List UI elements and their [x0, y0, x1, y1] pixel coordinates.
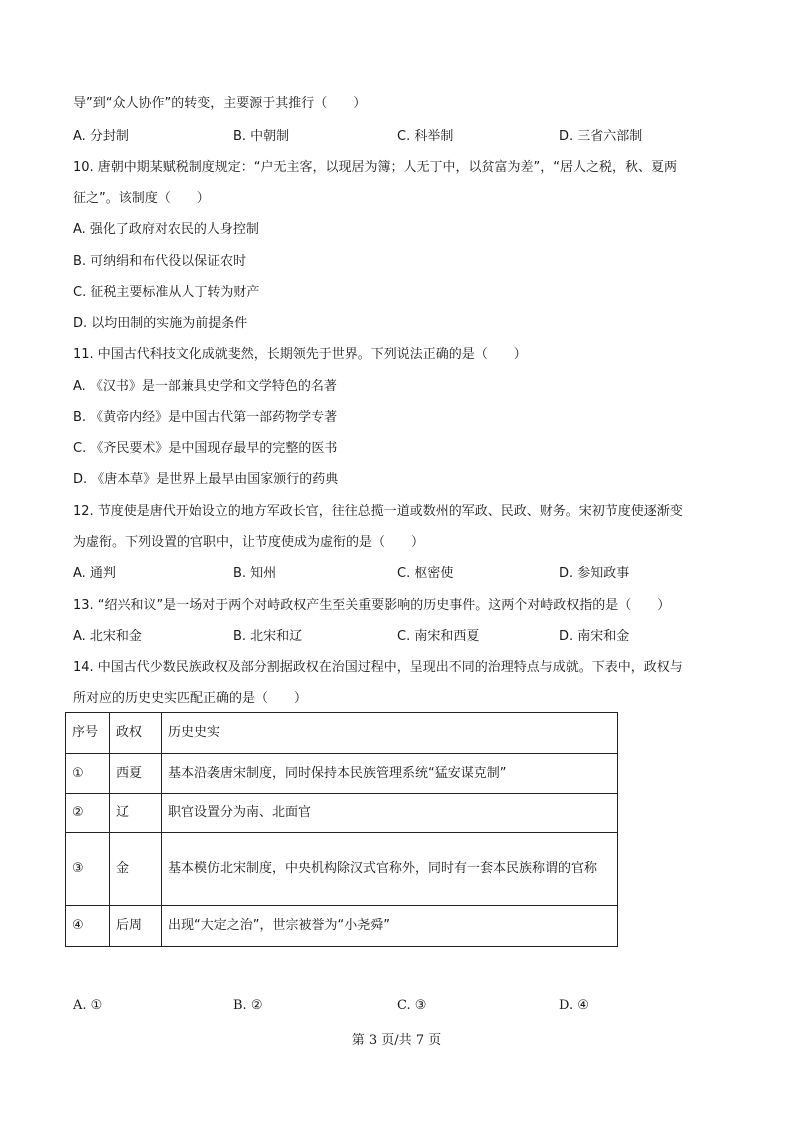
- q12-option-a: A. 通判: [73, 566, 116, 581]
- table-cell-regime: 金: [110, 833, 162, 906]
- q10-stem-line1: 10. 唐朝中期某赋税制度规定：“户无主客，以现居为簿；人无丁中，以贫富为差”，“居人之税，秋、夏两: [73, 160, 678, 175]
- table-cell-regime: 西夏: [110, 754, 162, 794]
- q11-option-b: B. 《黄帝内经》是中国古代第一部药物学专著: [73, 410, 338, 425]
- table-row: [66, 754, 618, 794]
- q13-option-c: C. 南宋和西夏: [397, 629, 480, 644]
- q10-option-b: B. 可纳绢和布代役以保证农时: [73, 254, 247, 269]
- table-cell-regime: 辽: [110, 794, 162, 833]
- q12-stem-line2: 为虚衔。下列设置的官职中，让节度使成为虚衔的是（ ）: [73, 535, 425, 550]
- table-header-cell: 历史史实: [162, 713, 618, 754]
- q9-option-b: B. 中朝制: [233, 129, 290, 144]
- q14-option-a: A. ①: [73, 998, 103, 1013]
- q14-stem-line2: 所对应的历史史实匹配正确的是（ ）: [73, 691, 308, 706]
- q9-option-a: A. 分封制: [73, 129, 129, 144]
- q11-option-c: C. 《齐民要术》是中国现存最早的完整的医书: [73, 441, 338, 456]
- table-header-cell: 序号: [66, 713, 110, 754]
- table-cell-index: ①: [66, 754, 110, 794]
- q12-option-c: C. 枢密使: [397, 566, 454, 581]
- q14-option-b: B. ②: [233, 998, 263, 1013]
- table-header-cell: 政权: [110, 713, 162, 754]
- q14-option-d: D. ④: [559, 998, 589, 1013]
- table-cell-index: ④: [66, 906, 110, 947]
- table-cell-fact: 出现“大定之治”，世宗被誉为“小尧舜”: [162, 906, 618, 947]
- history-table: [65, 712, 618, 947]
- q9-option-d: D. 三省六部制: [559, 129, 643, 144]
- table-cell-index: ③: [66, 833, 110, 906]
- q13-option-b: B. 北宋和辽: [233, 629, 303, 644]
- q9-stem-tail: 导”到“众人协作”的转变，主要源于其推行（ ）: [73, 96, 367, 111]
- q10-option-d: D. 以均田制的实施为前提条件: [73, 316, 248, 331]
- q10-stem-line2: 征之”。该制度（ ）: [73, 191, 210, 206]
- q13-option-a: A. 北宋和金: [73, 629, 142, 644]
- page-footer: 第 3 页/共 7 页: [351, 1033, 442, 1048]
- q12-option-b: B. 知州: [233, 566, 277, 581]
- q9-option-c: C. 科举制: [397, 129, 454, 144]
- table-cell-index: ②: [66, 794, 110, 833]
- table-row: [66, 794, 618, 833]
- q10-option-a: A. 强化了政府对农民的人身控制: [73, 222, 259, 237]
- q12-option-d: D. 参知政事: [559, 566, 630, 581]
- q12-stem-line1: 12. 节度使是唐代开始设立的地方军政长官，往往总揽一道或数州的军政、民政、财务。宋初节度使逐渐变: [73, 504, 683, 519]
- q13-option-d: D. 南宋和金: [559, 629, 630, 644]
- q11-stem: 11. 中国古代科技文化成就斐然，长期领先于世界。下列说法正确的是（ ）: [73, 347, 527, 362]
- table-cell-regime: 后周: [110, 906, 162, 947]
- table-header-row: [66, 713, 618, 754]
- table-cell-fact: 基本模仿北宋制度，中央机构除汉式官称外，同时有一套本民族称谓的官称: [162, 833, 618, 906]
- table-cell-fact: 基本沿袭唐宋制度，同时保持本民族管理系统“猛安谋克制”: [162, 754, 618, 794]
- table-cell-fact: 职官设置分为南、北面官: [162, 794, 618, 833]
- q14-option-c: C. ③: [397, 998, 427, 1013]
- table-row: [66, 906, 618, 947]
- q11-option-d: D. 《唐本草》是世界上最早由国家颁行的药典: [73, 472, 339, 487]
- table-row: [66, 833, 618, 906]
- q11-option-a: A. 《汉书》是一部兼具史学和文学特色的名著: [73, 379, 337, 394]
- q13-stem: 13. “绍兴和议”是一场对于两个对峙政权产生至关重要影响的历史事件。这两个对峙政权指的是（ ）: [73, 598, 671, 613]
- q10-option-c: C. 征税主要标准从人丁转为财产: [73, 285, 260, 300]
- q14-stem-line1: 14. 中国古代少数民族政权及部分割据政权在治国过程中，呈现出不同的治理特点与成就。下表中，政权与: [73, 660, 683, 675]
